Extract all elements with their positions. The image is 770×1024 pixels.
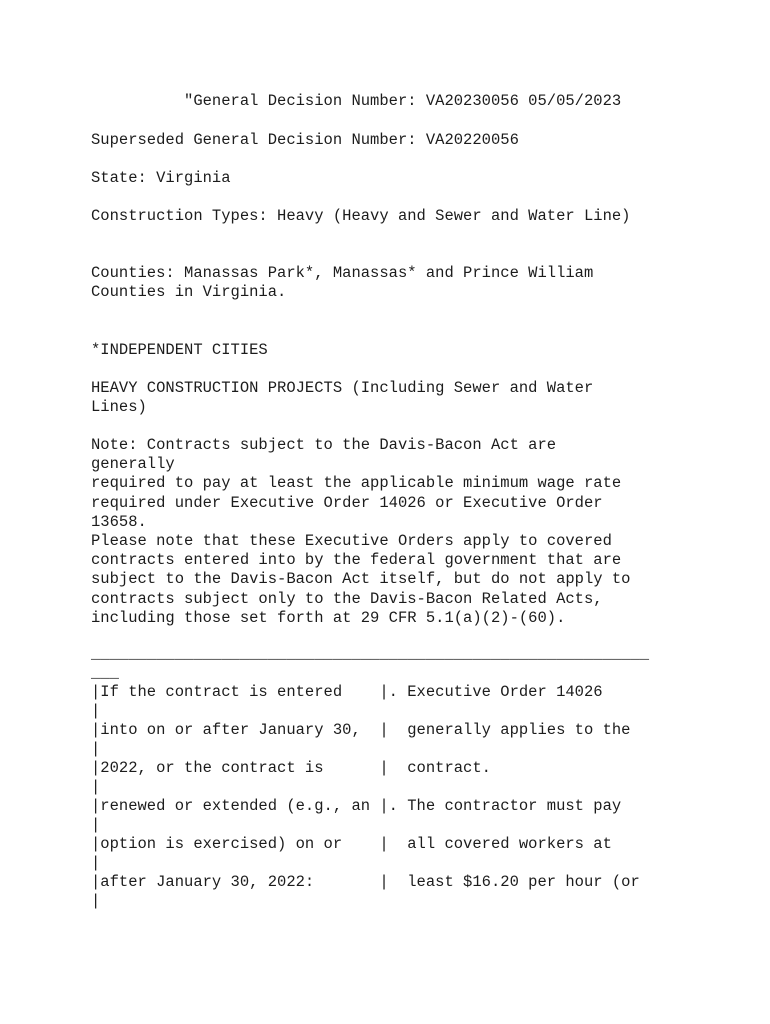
state-line: State: Virginia: [91, 169, 231, 187]
construction-types: Construction Types: Heavy (Heavy and Sewer and Water Line): [91, 207, 631, 225]
general-decision-number: "General Decision Number: VA20230056 05/05/2023: [91, 92, 622, 110]
table-row: |2022, or the contract is | contract. |: [91, 759, 491, 797]
independent-cities: *INDEPENDENT CITIES: [91, 341, 268, 359]
executive-order-note: Note: Contracts subject to the Davis-Bacon Act are generally required to pay at least the applicable minimum wage rate required under Executive Order 14026 or Executive Order 13658. Please note that these Executive Orders apply to covered contracts entered into by the federal government that are subject to the Davis-Bacon Act itself, but do not apply to contracts subject only to the Davis-Bacon Related Acts, including those set forth at 29 CFR 5.1(a)(2)-(60).: [91, 436, 631, 627]
table-row: |renewed or extended (e.g., an |. The contractor must pay |: [91, 797, 622, 835]
table-row: |option is exercised) on or | all covered workers at |: [91, 835, 612, 873]
table-row: |after January 30, 2022: | least $16.20 per hour (or |: [91, 873, 640, 911]
table-row: |into on or after January 30, | generally applies to the |: [91, 721, 631, 759]
table-row: |If the contract is entered |. Executive Order 14026 |: [91, 683, 603, 721]
superseded-decision-number: Superseded General Decision Number: VA20220056: [91, 131, 519, 149]
table-divider: ____________________________________________________________ ___: [91, 645, 650, 683]
counties: Counties: Manassas Park*, Manassas* and Prince William Counties in Virginia.: [91, 264, 594, 302]
heavy-construction-projects: HEAVY CONSTRUCTION PROJECTS (Including Sewer and Water Lines): [91, 379, 594, 417]
